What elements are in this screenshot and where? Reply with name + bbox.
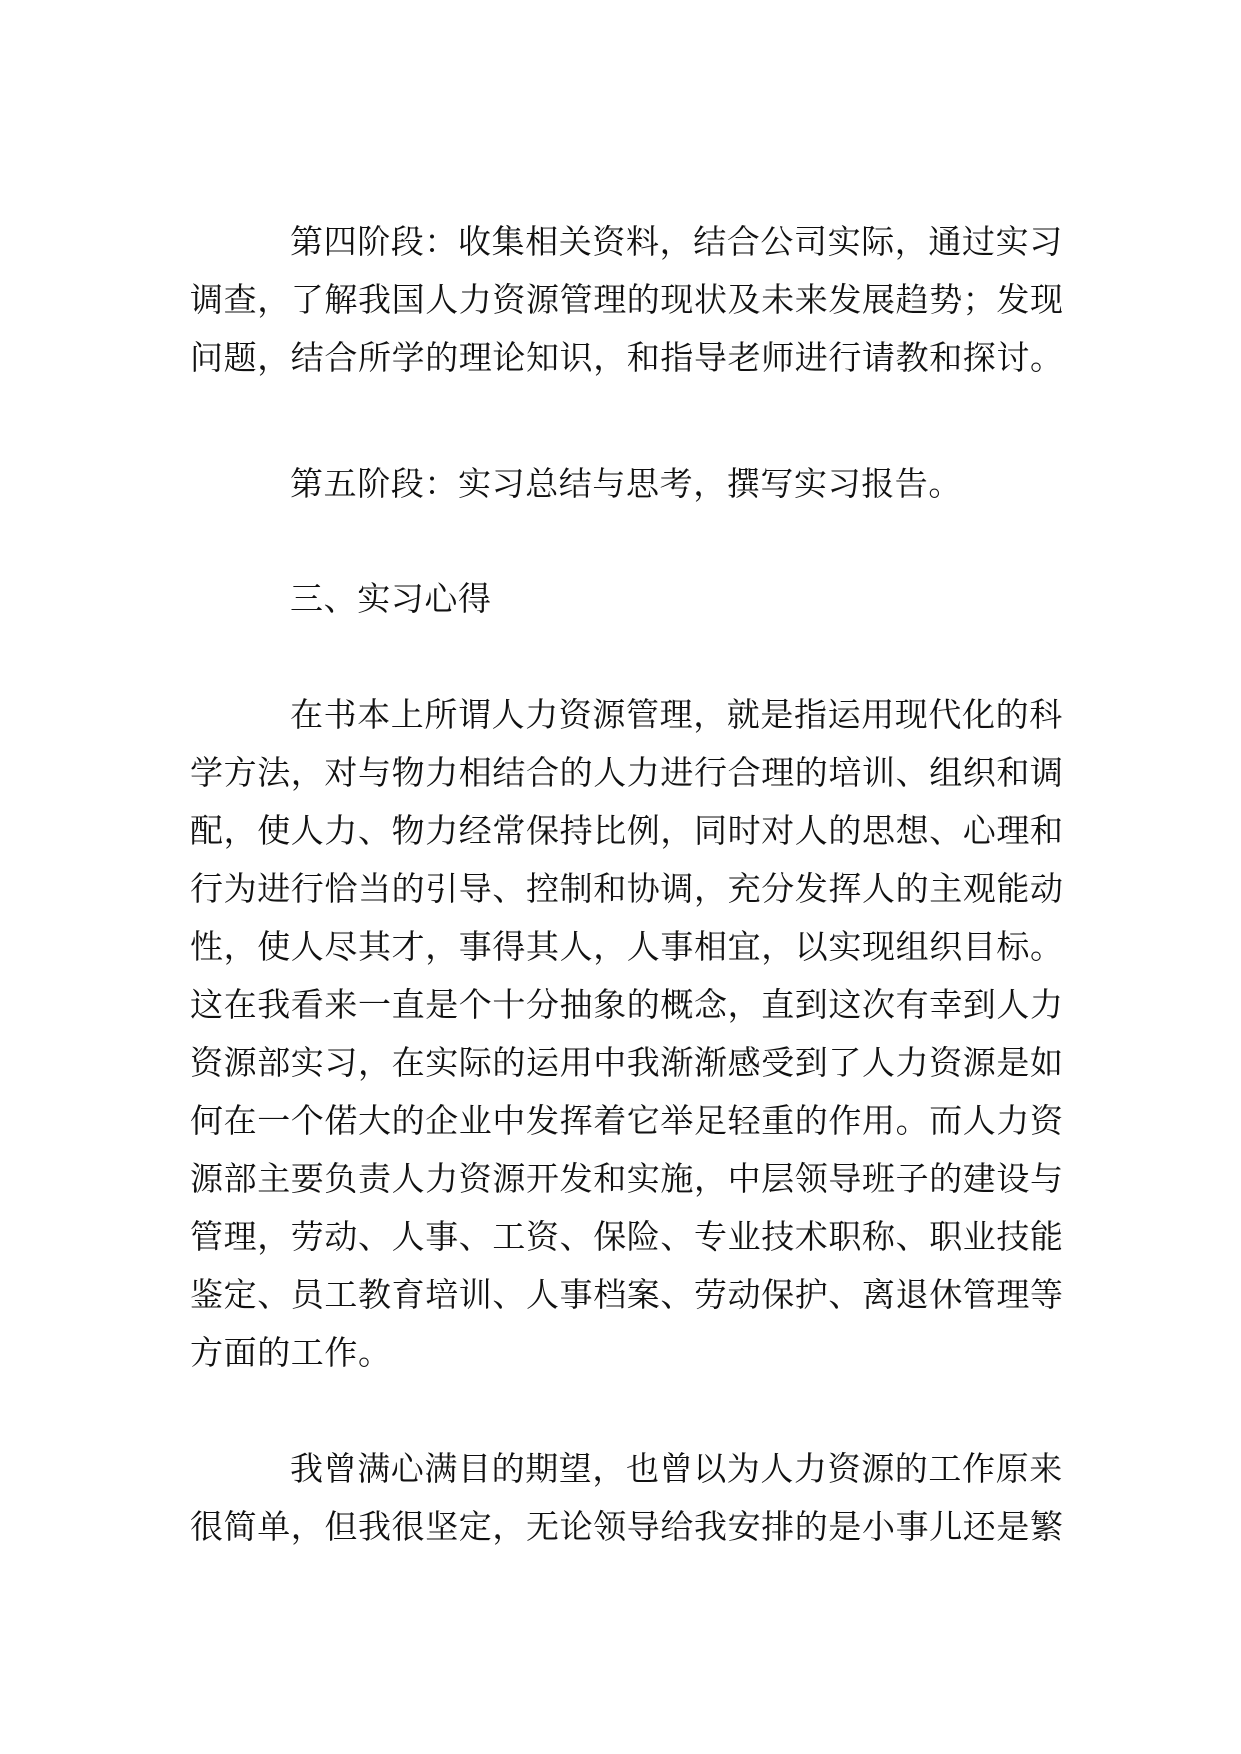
text-line: 学方法，对与物力相结合的人力进行合理的培训、组织和调	[190, 753, 1064, 792]
text-line: 很简单，但我很坚定，无论领导给我安排的是小事儿还是繁	[190, 1507, 1064, 1546]
text-line: 鉴定、员工教育培训、人事档案、劳动保护、离退休管理等	[190, 1275, 1064, 1314]
text-line: 问题，结合所学的理论知识，和指导老师进行请教和探讨。	[190, 338, 1064, 377]
section-heading: 三、实习心得	[290, 579, 492, 618]
text-line: 我曾满心满目的期望，也曾以为人力资源的工作原来	[290, 1449, 1063, 1488]
text-line: 源部主要负责人力资源开发和实施，中层领导班子的建设与	[190, 1159, 1064, 1198]
text-line: 配，使人力、物力经常保持比例，同时对人的思想、心理和	[190, 811, 1064, 850]
text-line: 性，使人尽其才，事得其人，人事相宜，以实现组织目标。	[190, 927, 1064, 966]
text-line: 行为进行恰当的引导、控制和协调，充分发挥人的主观能动	[190, 869, 1064, 908]
text-line: 这在我看来一直是个十分抽象的概念，直到这次有幸到人力	[190, 985, 1064, 1024]
text-line: 管理，劳动、人事、工资、保险、专业技术职称、职业技能	[190, 1217, 1064, 1256]
text-line: 方面的工作。	[190, 1333, 392, 1372]
text-line: 资源部实习，在实际的运用中我渐渐感受到了人力资源是如	[190, 1043, 1064, 1082]
text-line: 第四阶段：收集相关资料，结合公司实际，通过实习	[290, 222, 1063, 261]
text-line: 在书本上所谓人力资源管理，就是指运用现代化的科	[290, 695, 1063, 734]
text-line: 调查，了解我国人力资源管理的现状及未来发展趋势；发现	[190, 280, 1064, 319]
text-line: 何在一个偌大的企业中发挥着它举足轻重的作用。而人力资	[190, 1101, 1064, 1140]
text-line: 第五阶段：实习总结与思考，撰写实习报告。	[290, 464, 962, 503]
